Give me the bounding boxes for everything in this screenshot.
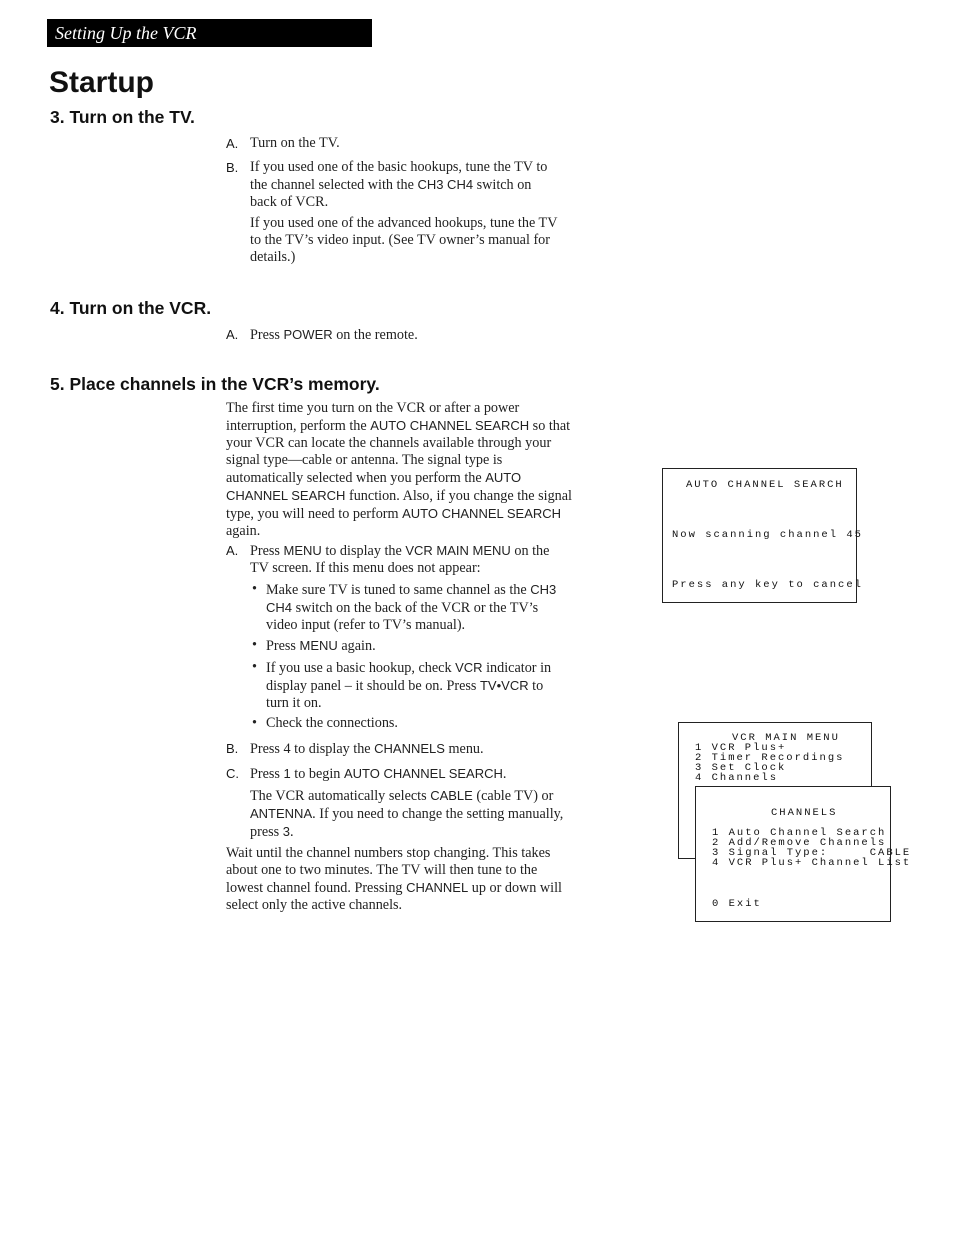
section-header-title: Setting Up the VCR [55, 23, 197, 43]
step3-heading: 3. Turn on the TV. [50, 107, 195, 127]
step-text: If you used one of the basic hookups, tune the TV to the channel selected with the CH3 CH4 switch on back of VCR. [250, 159, 548, 210]
key-power: POWER [283, 327, 333, 342]
step5-intro: The first time you turn on the VCR or after a power interruption, perform the AUTO CHANNEL SEARCH so that your VCR can locate the channels available through your signal type—cable or antenna. The signal type is automatically selected when you perform the AUTO CHANNEL SEARCH function. Also, if you change the signal type, you will need to perform AUTO CHANNEL SEARCH again. [226, 400, 573, 539]
bullet-dot: • [252, 715, 257, 731]
screen-hint: Press any key to cancel [672, 579, 863, 591]
bullet-item [252, 659, 572, 712]
menu-title: CHANNELS [771, 807, 838, 819]
bullet-dot: • [252, 581, 257, 597]
section-header-bar [47, 19, 372, 47]
bullet-item [252, 581, 572, 634]
step5-item-c [226, 765, 571, 783]
bullet-text: Press MENU again. [266, 638, 376, 654]
step-text: The VCR automatically selects CABLE (cable TV) or ANTENNA. If you need to change the setting manually, press 3. [250, 788, 564, 840]
step3-item-a [226, 135, 571, 152]
bullet-dot: • [252, 659, 257, 675]
step-text: Press 4 to display the CHANNELS menu. [250, 741, 484, 757]
step5-heading: 5. Place channels in the VCR’s memory. [50, 374, 380, 394]
step3-item-b-extra [226, 215, 571, 266]
step4-item-a [226, 326, 571, 344]
key-ch3-ch4: CH3 CH4 [417, 177, 474, 192]
bullet-text: If you use a basic hookup, check VCR indicator in display panel – it should be on. Press TV•VCR to turn it on. [266, 660, 552, 711]
step-label: A. [226, 543, 239, 558]
step-text: Turn on the TV. [250, 135, 340, 151]
bullet-text: Make sure TV is tuned to same channel as the CH3 CH4 switch on the back of the VCR or the TV’s video input (refer to TV’s manual). [266, 582, 557, 633]
bullet-dot: • [252, 637, 257, 653]
step5-item-a [226, 542, 571, 577]
step3-item-b [226, 159, 571, 211]
step5-item-c-extra [226, 787, 571, 841]
step-label: B. [226, 741, 239, 756]
auto-channel-search-screen [662, 468, 863, 603]
menu-item: 2 Add/Remove Channels [712, 837, 887, 849]
menu-exit: 0 Exit [712, 898, 762, 910]
step-label: B. [226, 160, 239, 175]
menu-item: 3 Signal Type: CABLE [712, 847, 912, 859]
step-label: C. [226, 766, 239, 781]
bullet-text: Check the connections. [266, 715, 398, 731]
menu-item: 4 Channels [695, 772, 779, 784]
step5-item-b [226, 740, 571, 758]
step5-wait-paragraph: Wait until the channel numbers stop changing. This takes about one to two minutes. The TV will then tune to the lowest channel found. Pressing CHANNEL up or down will select only the active channels. [226, 845, 562, 913]
menu-item: 2 Timer Recordings [695, 752, 845, 764]
page-title: Startup [49, 66, 154, 99]
step-text: Press MENU to display the VCR MAIN MENU on the TV screen. If this menu does not appear: [250, 543, 550, 576]
step4-heading: 4. Turn on the VCR. [50, 298, 212, 318]
screen-status: Now scanning channel 45 [672, 529, 863, 541]
step-label: A. [226, 327, 239, 342]
menu-item: 1 Auto Channel Search [712, 827, 887, 839]
menu-item: 1 VCR Plus+ [695, 742, 787, 754]
menu-title: VCR MAIN MENU [732, 732, 840, 744]
step-text: Press POWER on the remote. [250, 327, 418, 343]
screen-title: AUTO CHANNEL SEARCH [686, 479, 844, 491]
bullet-item [252, 715, 572, 732]
menu-item: 4 VCR Plus+ Channel List [712, 857, 912, 869]
channels-menu-screen [695, 786, 912, 922]
step-label: A. [226, 136, 239, 151]
step-text: Press 1 to begin AUTO CHANNEL SEARCH. [250, 766, 507, 782]
step-text: If you used one of the advanced hookups, tune the TV to the TV’s video input. (See TV owner’s manual for details.) [250, 215, 558, 265]
bullet-item [252, 637, 572, 655]
menu-item: 3 Set Clock [695, 762, 787, 774]
